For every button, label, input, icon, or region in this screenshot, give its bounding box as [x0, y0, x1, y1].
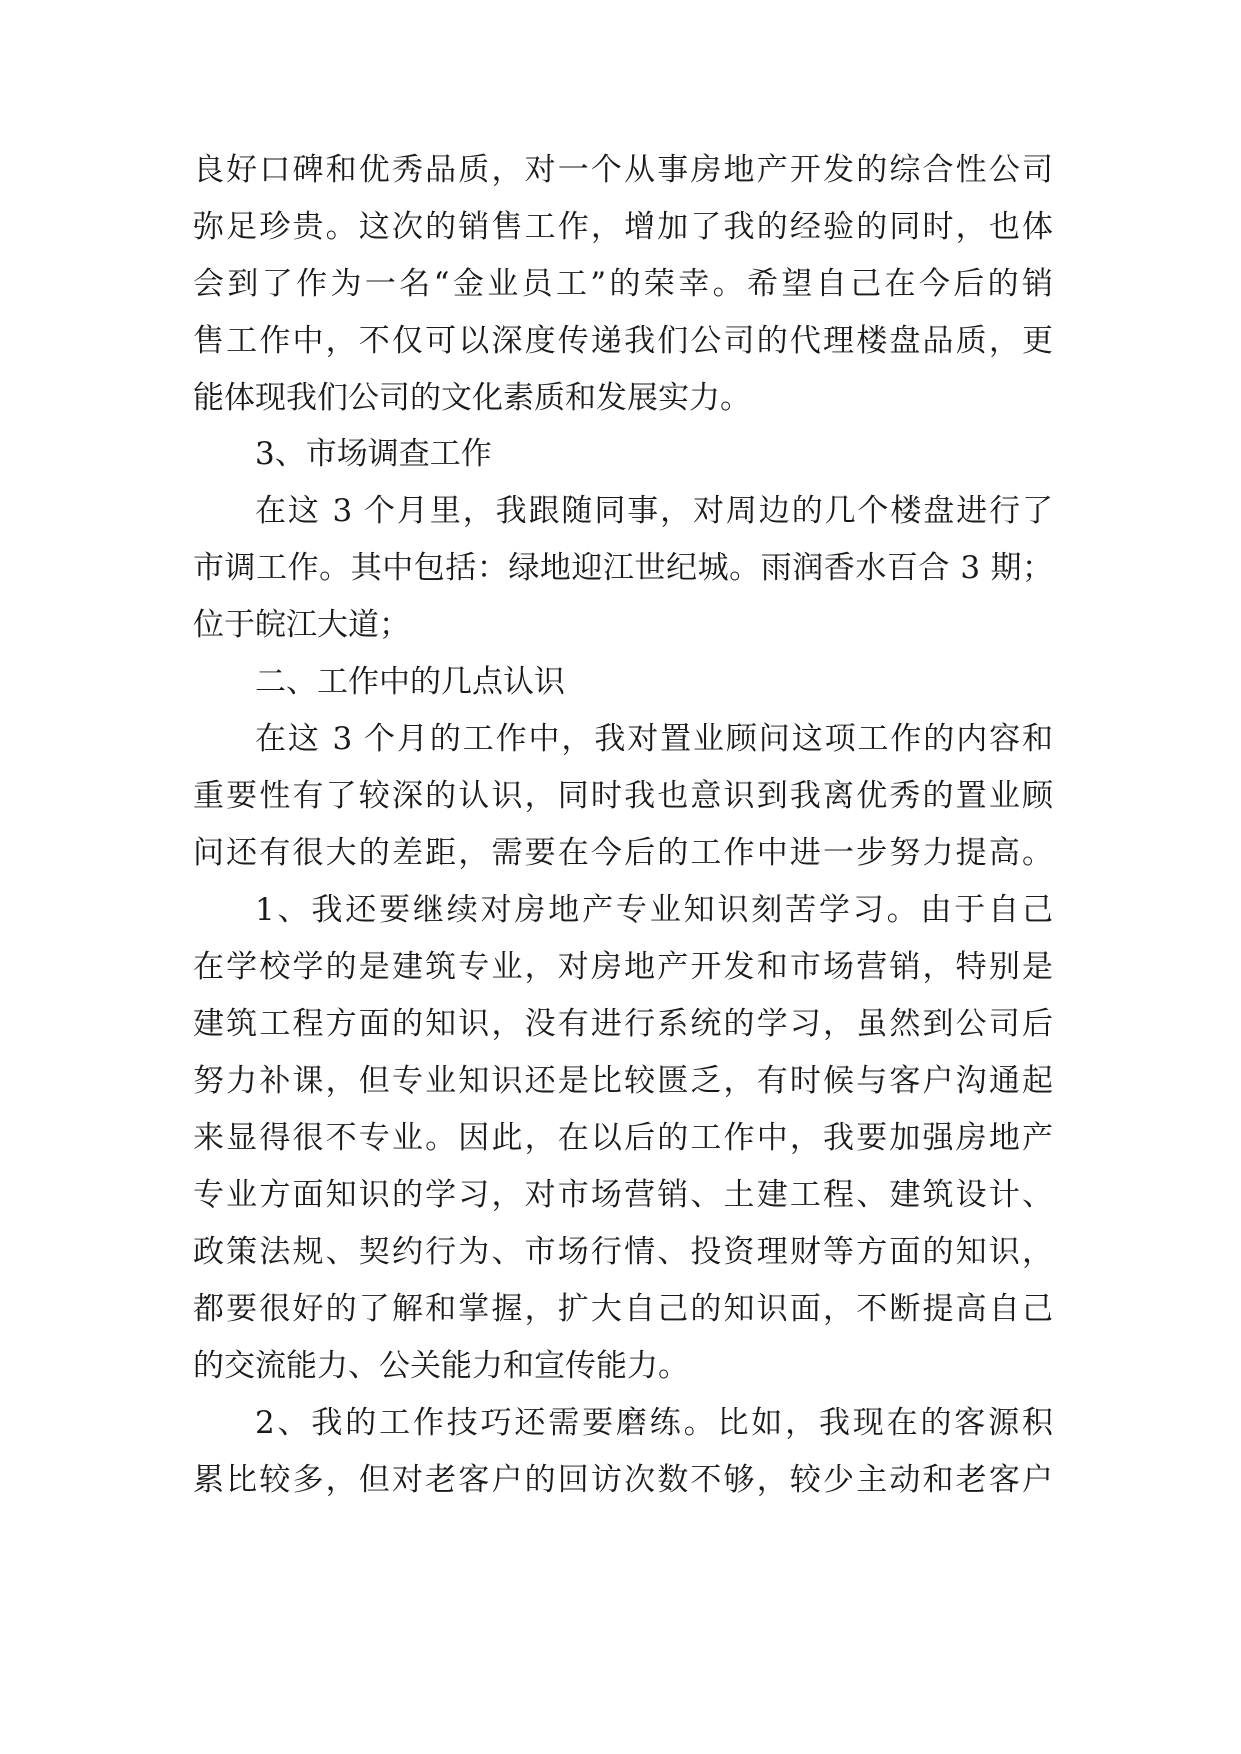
text-line: 努力补课，但专业知识还是比较匮乏，有时候与客户沟通起: [193, 1063, 1053, 1099]
text-line: 弥足珍贵。这次的销售工作，增加了我的经验的同时，也体: [193, 209, 1053, 245]
text-line: 市调工作。其中包括：绿地迎江世纪城。雨润香水百合 3 期；: [193, 550, 1053, 586]
text-line: 政策法规、契约行为、市场行情、投资理财等方面的知识，: [193, 1234, 1053, 1270]
text-line: 能体现我们公司的文化素质和发展实力。: [193, 380, 751, 416]
text-line: 良好口碑和优秀品质，对一个从事房地产开发的综合性公司: [193, 152, 1053, 188]
text-line: 问还有很大的差距，需要在今后的工作中进一步努力提高。: [193, 835, 1053, 871]
text-line: 专业方面知识的学习，对市场营销、土建工程、建筑设计、: [193, 1177, 1053, 1213]
text-line: 的交流能力、公关能力和宣传能力。: [193, 1348, 689, 1384]
section-heading: 二、工作中的几点认识: [255, 664, 565, 700]
text-line: 售工作中，不仅可以深度传递我们公司的代理楼盘品质，更: [193, 323, 1053, 359]
text-line: 都要很好的了解和掌握，扩大自己的知识面，不断提高自己: [193, 1291, 1053, 1327]
text-line: 累比较多，但对老客户的回访次数不够，较少主动和老客户: [193, 1462, 1053, 1498]
text-line: 2、我的工作技巧还需要磨练。比如，我现在的客源积: [255, 1405, 1053, 1441]
text-line: 在学校学的是建筑专业，对房地产开发和市场营销，特别是: [193, 949, 1053, 985]
section-heading: 3、市场调查工作: [255, 436, 492, 472]
text-line: 在这 3 个月里，我跟随同事，对周边的几个楼盘进行了: [255, 493, 1053, 529]
text-line: 1、我还要继续对房地产专业知识刻苦学习。由于自己: [255, 892, 1053, 928]
text-line: 在这 3 个月的工作中，我对置业顾问这项工作的内容和: [255, 721, 1053, 757]
text-line: 重要性有了较深的认识，同时我也意识到我离优秀的置业顾: [193, 778, 1053, 814]
text-line: 位于皖江大道；: [193, 607, 410, 643]
text-line: 建筑工程方面的知识，没有进行系统的学习，虽然到公司后: [193, 1006, 1053, 1042]
text-line: 会到了作为一名“金业员工”的荣幸。希望自己在今后的销: [193, 266, 1053, 302]
text-line: 来显得很不专业。因此，在以后的工作中，我要加强房地产: [193, 1120, 1053, 1156]
